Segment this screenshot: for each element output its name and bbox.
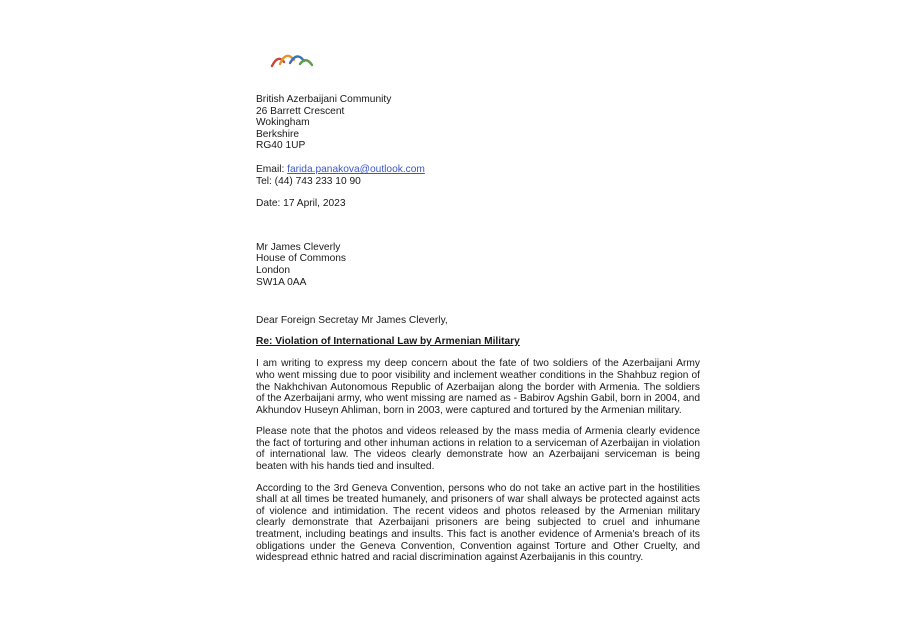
sender-organisation: British Azerbaijani Community — [256, 94, 392, 105]
letter-date: Date: 17 April, 2023 — [256, 198, 346, 210]
community-logo-icon — [268, 48, 316, 70]
sender-address — [256, 94, 700, 152]
sender-address-line: RG40 1UP — [256, 140, 306, 152]
letter-body — [256, 94, 700, 564]
telephone-line: Tel: (44) 743 233 10 90 — [256, 175, 361, 187]
body-paragraph: I am writing to express my deep concern about the fate of two soldiers of the Azerbaijani Army who went missing due to poor visibility and inclement weather conditions in the Shahbuz region of the Nakhchivan Autonomous Republic of Azerbaijan along the border with Armenia. The soldiers of the Azerbaijani army, who went missing are named as - Babirov Agshin Gabil, born in 2004, and Akhundov Huseyn Ahliman, born in 2003, were captured and tortured by the Armenian military. — [256, 358, 700, 416]
sender-address-line: 26 Barrett Crescent — [256, 105, 345, 117]
email-line — [256, 164, 700, 176]
email-label: Email: — [256, 163, 285, 175]
recipient-line: House of Commons — [256, 253, 347, 265]
body-paragraph: Please note that the photos and videos released by the mass media of Armenia clearly evidence the fact of torturing and other inhuman actions in relation to a serviceman of Azerbaijan in violation of international law. The videos clearly demonstrate how an Azerbaijani serviceman is being beaten with his hands tied and insulted. — [256, 426, 700, 473]
sender-address-line: Wokingham — [256, 117, 310, 129]
sender-contact — [256, 164, 700, 187]
sender-address-line: Berkshire — [256, 128, 300, 140]
recipient-address — [256, 242, 700, 288]
recipient-line: Mr James Cleverly — [256, 241, 341, 253]
body-paragraph: According to the 3rd Geneva Convention, persons who do not take an active part in the hostilities shall at all times be treated humanely, and prisoners of war shall always be protected against acts of violence and intimidation. The recent videos and photos released by the Armenian military clearly demonstrate that Azerbaijani prisoners are being subjected to cruel and inhumane treatment, including beatings and insults. This fact is another evidence of Armenia's breach of its obligations under the Geneva Convention, Convention against Torture and Other Cruelty, and widespread ethnic hatred and racial discrimination against Azerbaijanis in this country. — [256, 482, 700, 564]
salutation: Dear Foreign Secretay Mr James Cleverly, — [256, 315, 448, 327]
subject-line: Re: Violation of International Law by Armenian Military — [256, 335, 520, 347]
email-link[interactable]: farida.panakova@outlook.com — [287, 163, 425, 175]
recipient-line: London — [256, 264, 290, 276]
recipient-line: SW1A 0AA — [256, 276, 307, 288]
